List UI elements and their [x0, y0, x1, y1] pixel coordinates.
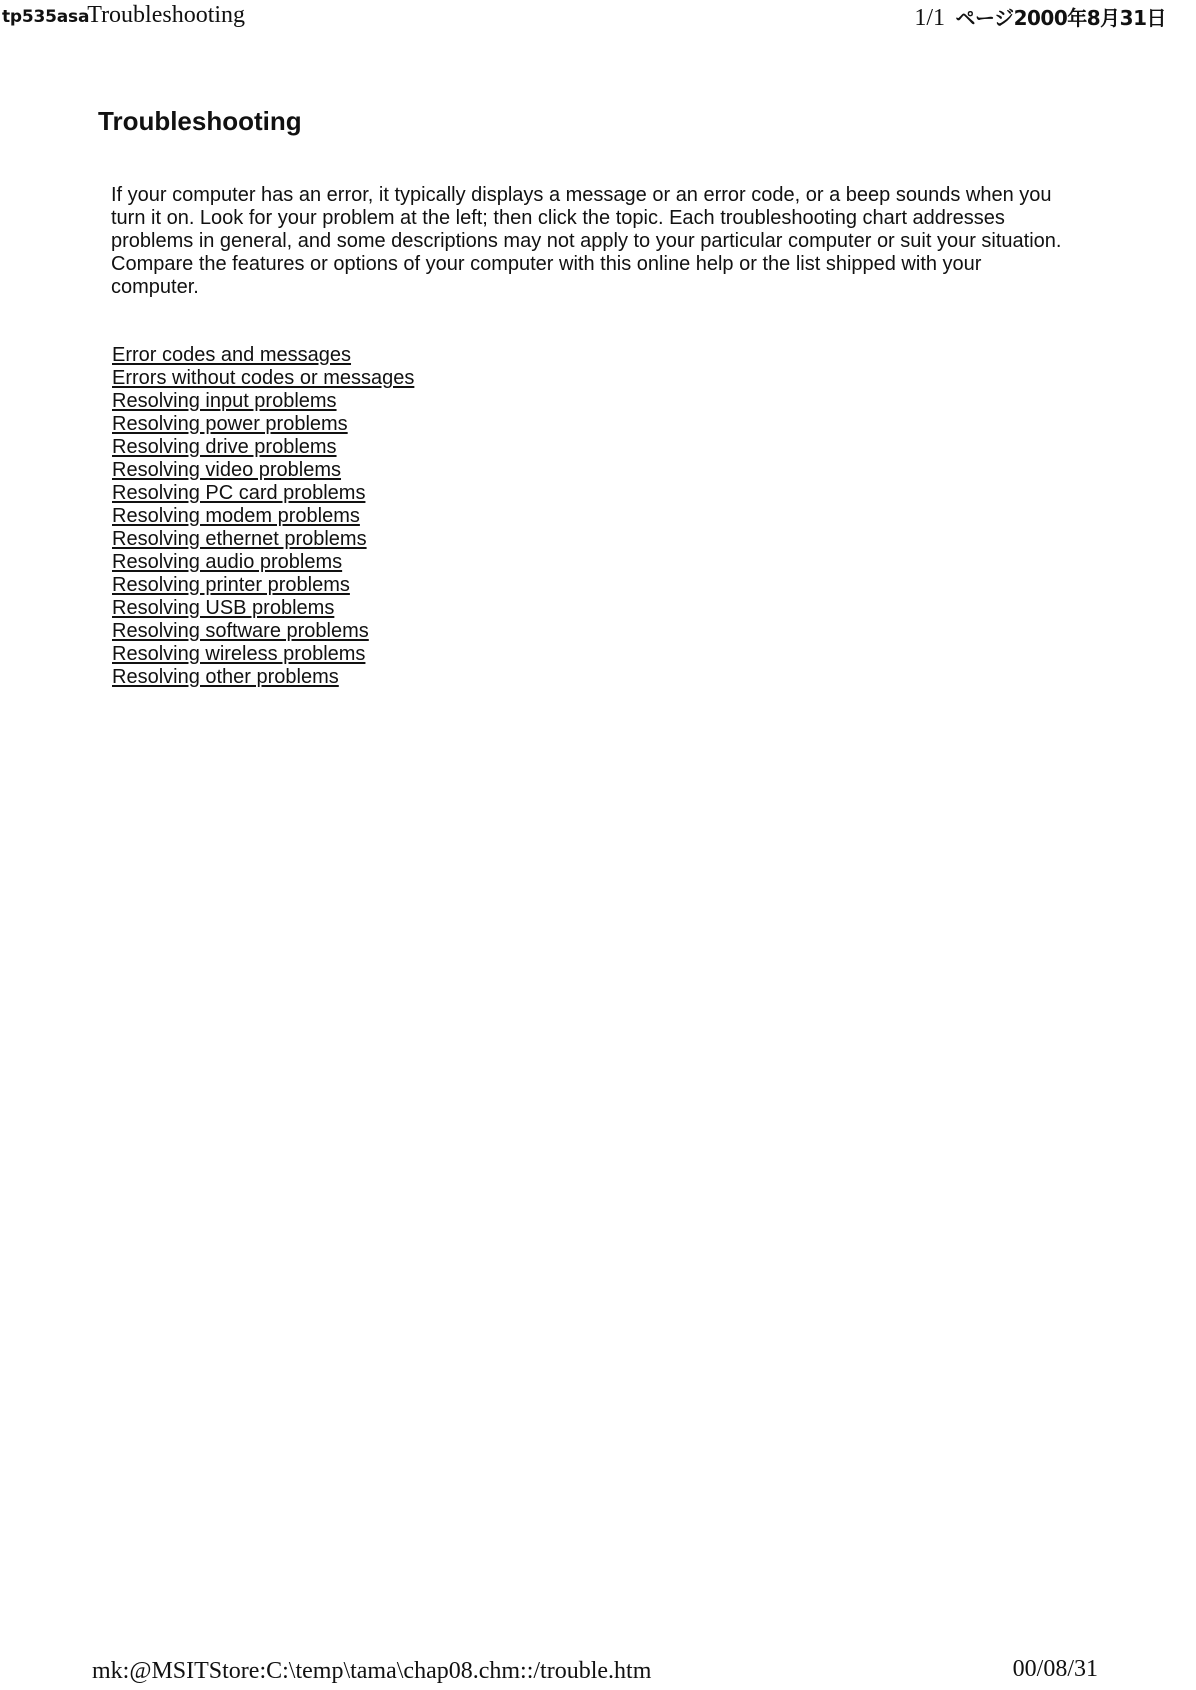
- list-item: [112, 666, 1058, 689]
- list-item: [112, 344, 1058, 367]
- topic-link-error-codes[interactable]: Error codes and messages: [112, 344, 352, 366]
- list-item: [112, 436, 1058, 459]
- list-item: [112, 390, 1058, 413]
- intro-paragraph: If your computer has an error, it typically displays a message or an error code, or a beep sounds when you turn it on. Look for your problem at the left; then click the topic. Each troubleshooting chart addresses problems in general, and some descriptions may not apply to your particular computer or suit your situation. Compare the features or options of your computer with this online help or the list shipped with your computer.: [111, 184, 1062, 298]
- list-item: [112, 551, 1058, 574]
- page-title: Troubleshooting: [98, 106, 302, 136]
- document-id: tp535asa: [2, 7, 90, 27]
- list-item: [112, 505, 1058, 528]
- topic-link-other[interactable]: Resolving other problems: [112, 666, 339, 688]
- header-left: [2, 2, 245, 29]
- header-title: Troubleshooting: [87, 2, 246, 28]
- topic-link-audio[interactable]: Resolving audio problems: [112, 551, 343, 573]
- print-date: ページ2000年8月31日: [955, 6, 1166, 30]
- list-item: [112, 367, 1058, 390]
- topic-link-power[interactable]: Resolving power problems: [112, 413, 348, 435]
- topic-link-printer[interactable]: Resolving printer problems: [112, 574, 350, 596]
- print-footer: [0, 1658, 1196, 1688]
- print-header: [0, 0, 1196, 34]
- topic-link-usb[interactable]: Resolving USB problems: [112, 597, 335, 619]
- list-item: [112, 459, 1058, 482]
- footer-url: mk:@MSITStore:C:\temp\tama\chap08.chm::/trouble.htm: [92, 1658, 652, 1684]
- list-item: [112, 620, 1058, 643]
- topic-link-software[interactable]: Resolving software problems: [112, 620, 369, 642]
- list-item: [112, 574, 1058, 597]
- topic-list: [112, 344, 1058, 689]
- topic-link-modem[interactable]: Resolving modem problems: [112, 505, 360, 527]
- topic-link-errors-without-codes[interactable]: Errors without codes or messages: [112, 367, 415, 389]
- topic-link-input[interactable]: Resolving input problems: [112, 390, 337, 412]
- list-item: [112, 643, 1058, 666]
- topic-link-video[interactable]: Resolving video problems: [112, 459, 342, 481]
- main-content: [98, 103, 1062, 689]
- list-item: [112, 597, 1058, 620]
- topic-link-pc-card[interactable]: Resolving PC card problems: [112, 482, 366, 504]
- page-count: 1/1: [914, 5, 946, 31]
- header-right: [914, 2, 1166, 32]
- footer-date: 00/08/31: [1012, 1656, 1098, 1682]
- list-item: [112, 482, 1058, 505]
- list-item: [112, 528, 1058, 551]
- list-item: [112, 413, 1058, 436]
- topic-link-wireless[interactable]: Resolving wireless problems: [112, 643, 366, 665]
- topic-link-ethernet[interactable]: Resolving ethernet problems: [112, 528, 367, 550]
- topic-link-drive[interactable]: Resolving drive problems: [112, 436, 337, 458]
